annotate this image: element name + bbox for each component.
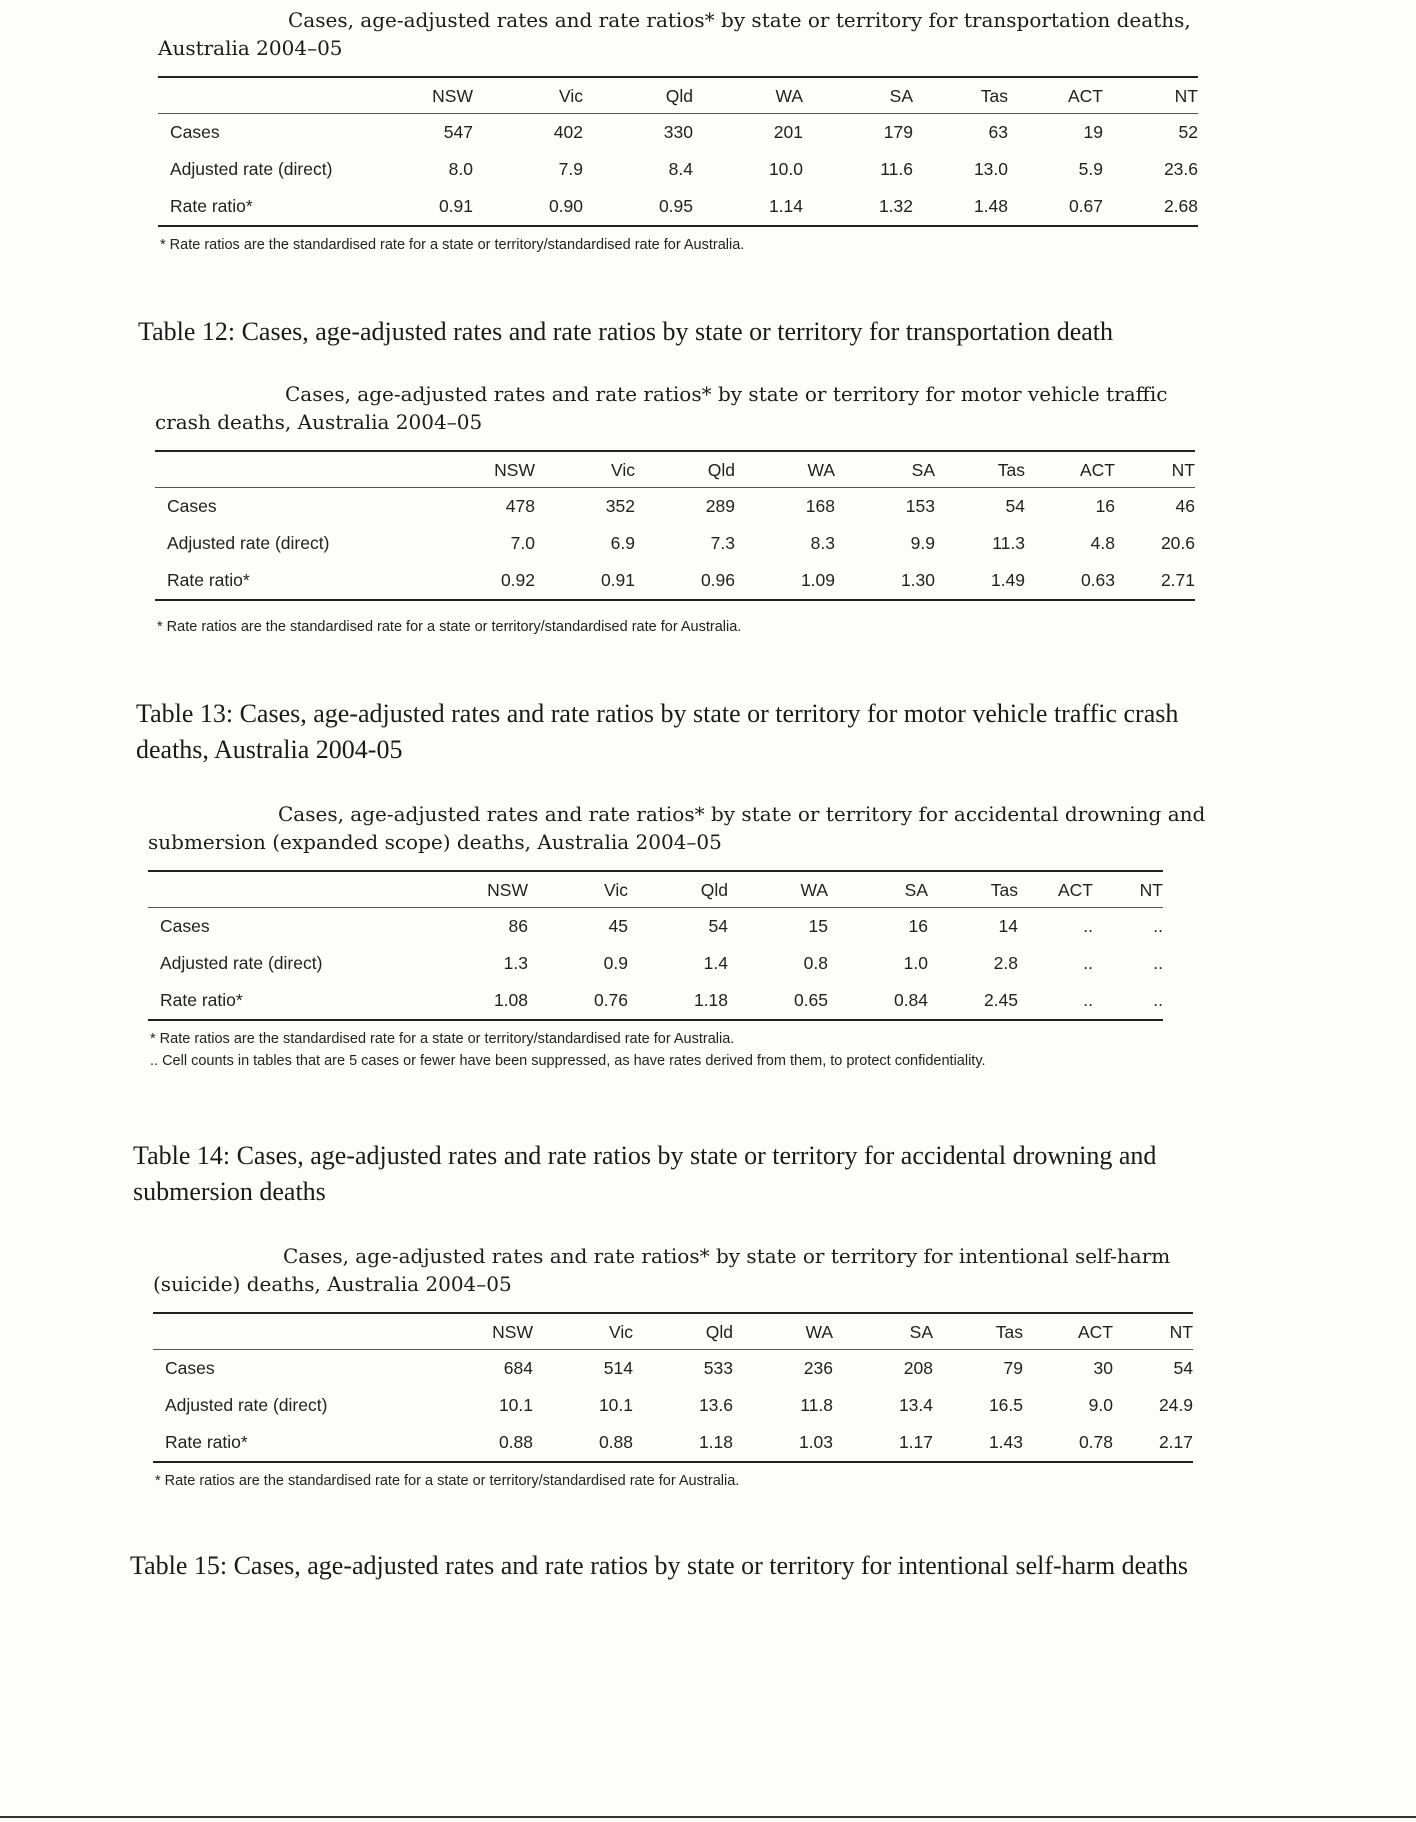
table-cell: 1.43 [933,1424,1023,1462]
table-cell: 9.0 [1088,1394,1113,1415]
data-table [155,450,1195,601]
table-cell: 8.0 [448,158,473,179]
table-cell: 0.78 [1023,1424,1113,1462]
table-caption: Table 14: Cases, age-adjusted rates and rate ratios by state or territory for accidental drowning and submersion deaths [133,1141,1157,1206]
table-cell: 1.4 [703,952,728,973]
table-cell: 1.03 [733,1424,833,1462]
table-cell: 45 [608,915,628,936]
header-act: ACT [1018,871,1093,908]
table-cell: 153 [905,495,935,516]
table-cell: 10.1 [498,1394,533,1415]
header-nt: NT [1103,77,1198,114]
table-cell: 2.17 [1113,1424,1193,1462]
header-vic: Vic [535,451,635,488]
table-cell: .. [1018,982,1093,1020]
data-table [158,76,1198,227]
table-cell: 7.3 [710,532,735,553]
table-cell: 1.08 [438,982,528,1020]
header-nt: NT [1093,871,1163,908]
table-row [155,525,1195,562]
table-cell: 289 [705,495,735,516]
table-title: Cases, age-adjusted rates and rate ratios* by state or territory for accidental drowning and submersion (expanded scope) deaths, Australia 2004–05 [148,802,1206,854]
table-cell: 201 [773,121,803,142]
header-tas: Tas [913,77,1008,114]
table-cell: 6.9 [610,532,635,553]
table-cell: 24.9 [1158,1394,1193,1415]
header-row [153,1313,1193,1350]
header-vic: Vic [533,1313,633,1350]
table-cell: 1.14 [693,188,803,226]
table-cell: 0.88 [533,1424,633,1462]
table-cell: 533 [703,1357,733,1378]
table-cell: 86 [508,915,528,936]
row-label: Rate ratio* [158,188,383,226]
table-cell: 0.91 [383,188,473,226]
row-label: Adjusted rate (direct) [165,1394,328,1415]
table-cell: 0.65 [728,982,828,1020]
data-table [153,1312,1193,1463]
row-label: Cases [167,495,217,516]
table-cell: 1.32 [803,188,913,226]
row-label: Adjusted rate (direct) [167,532,330,553]
header-qld: Qld [628,871,728,908]
table-cell: 0.91 [535,562,635,600]
table-cell: 352 [605,495,635,516]
table-block-motor-vehicle [155,380,1215,635]
header-nsw: NSW [438,871,528,908]
header-nt: NT [1113,1313,1193,1350]
header-qld: Qld [633,1313,733,1350]
table-cell: 10.0 [768,158,803,179]
table-cell: 0.96 [635,562,735,600]
table-cell: 11.8 [800,1394,833,1415]
table-cell: 0.95 [583,188,693,226]
table-cell: 9.9 [910,532,935,553]
header-wa: WA [733,1313,833,1350]
table-cell: .. [1093,982,1163,1020]
table-cell: 0.8 [803,952,828,973]
header-sa: SA [803,77,913,114]
table-row [155,562,1195,600]
table-cell: 20.6 [1160,532,1195,553]
table-cell: 179 [883,121,913,142]
table-block-transportation [158,6,1218,253]
table-row [158,114,1198,152]
table-cell: 7.0 [510,532,535,553]
table-cell: 0.76 [528,982,628,1020]
header-sa: SA [833,1313,933,1350]
table-cell: 0.9 [603,952,628,973]
table-title: Cases, age-adjusted rates and rate ratios* by state or territory for intentional self-harm (suicide) deaths, Australia 2004–05 [153,1244,1171,1296]
table-cell: 5.9 [1078,158,1103,179]
table-cell: 0.63 [1025,562,1115,600]
table-cell: 52 [1178,121,1198,142]
header-act: ACT [1023,1313,1113,1350]
table-cell: 15 [808,915,828,936]
header-row [148,871,1163,908]
table-row [153,1424,1193,1462]
table-title: Cases, age-adjusted rates and rate ratios* by state or territory for transportation deaths, Australia 2004–05 [158,8,1191,60]
table-cell: 547 [443,121,473,142]
header-qld: Qld [583,77,693,114]
table-cell: 54 [1005,495,1025,516]
table-cell: 0.88 [443,1424,533,1462]
table-cell: 13.4 [898,1394,933,1415]
table-cell: .. [1083,915,1093,936]
row-label: Cases [165,1357,215,1378]
header-wa: WA [735,451,835,488]
header-nt: NT [1115,451,1195,488]
table-cell: 0.67 [1008,188,1103,226]
table-cell: 1.17 [833,1424,933,1462]
table-caption: Table 13: Cases, age-adjusted rates and rate ratios by state or territory for motor vehicle traffic crash deaths, Australia 2004-05 [136,699,1179,764]
table-caption: Table 15: Cases, age-adjusted rates and rate ratios by state or territory for intentional self-harm deaths [130,1551,1189,1580]
header-act: ACT [1008,77,1103,114]
table-cell: 16 [908,915,928,936]
table-cell: .. [1153,952,1163,973]
table-cell: 16.5 [988,1394,1023,1415]
table-cell: 16 [1095,495,1115,516]
header-row [158,77,1198,114]
table-cell: 1.3 [503,952,528,973]
table-row [158,188,1198,226]
table-cell: 19 [1083,121,1103,142]
table-cell: 54 [708,915,728,936]
table-cell: 11.6 [880,158,913,179]
table-cell: 478 [505,495,535,516]
table-row [153,1387,1193,1424]
table-cell: 10.1 [598,1394,633,1415]
data-table [148,870,1163,1021]
table-row [148,945,1163,982]
row-label: Adjusted rate (direct) [160,952,323,973]
table-cell: 684 [503,1357,533,1378]
footnote-suppression: .. Cell counts in tables that are 5 cases or fewer have been suppressed, as have rates derived from them, to protect confidentiality. [150,1053,986,1069]
table-cell: 2.71 [1115,562,1195,600]
page-bottom-rule [0,1816,1416,1818]
header-vic: Vic [528,871,628,908]
row-label: Cases [170,121,220,142]
table-cell: 0.84 [828,982,928,1020]
header-tas: Tas [933,1313,1023,1350]
footnote: * Rate ratios are the standardised rate for a state or territory/standardised rate for Australia. [160,237,745,253]
row-label: Adjusted rate (direct) [170,158,333,179]
table-cell: 402 [553,121,583,142]
table-caption: Table 12: Cases, age-adjusted rates and rate ratios by state or territory for transportation death [138,317,1113,346]
table-cell: 330 [663,121,693,142]
footnote: * Rate ratios are the standardised rate for a state or territory/standardised rate for Australia. [150,1031,735,1047]
table-cell: 13.6 [698,1394,733,1415]
table-cell: 13.0 [973,158,1008,179]
table-cell: 1.09 [735,562,835,600]
table-cell: 1.30 [835,562,935,600]
table-cell: .. [1153,915,1163,936]
header-nsw: NSW [443,1313,533,1350]
table-cell: 7.9 [558,158,583,179]
table-cell: 23.6 [1163,158,1198,179]
table-cell: 2.45 [928,982,1018,1020]
header-row [155,451,1195,488]
table-cell: 54 [1173,1357,1193,1378]
table-cell: 14 [998,915,1018,936]
header-sa: SA [828,871,928,908]
table-block-self-harm [153,1242,1223,1489]
table-cell: 236 [803,1357,833,1378]
header-wa: WA [728,871,828,908]
header-cell [155,451,445,488]
header-sa: SA [835,451,935,488]
header-cell [153,1313,443,1350]
table-block-drowning [148,800,1218,1069]
table-cell: 30 [1093,1357,1113,1378]
header-act: ACT [1025,451,1115,488]
header-tas: Tas [928,871,1018,908]
table-title: Cases, age-adjusted rates and rate ratios* by state or territory for motor vehicle traffic crash deaths, Australia 2004–05 [155,382,1168,434]
table-cell: 1.49 [935,562,1025,600]
table-cell: 46 [1175,495,1195,516]
table-cell: .. [1083,952,1093,973]
header-wa: WA [693,77,803,114]
header-tas: Tas [935,451,1025,488]
table-cell: 1.48 [913,188,1008,226]
table-cell: 8.4 [668,158,693,179]
table-cell: 0.90 [473,188,583,226]
table-cell: 4.8 [1090,532,1115,553]
header-nsw: NSW [445,451,535,488]
table-cell: 79 [1003,1357,1023,1378]
table-cell: 2.68 [1103,188,1198,226]
table-row [148,908,1163,946]
table-cell: 1.18 [628,982,728,1020]
header-cell [158,77,383,114]
footnote: * Rate ratios are the standardised rate for a state or territory/standardised rate for Australia. [155,1473,740,1489]
table-row [148,982,1163,1020]
header-qld: Qld [635,451,735,488]
header-vic: Vic [473,77,583,114]
row-label: Cases [160,915,210,936]
table-row [155,488,1195,526]
table-cell: 2.8 [993,952,1018,973]
header-nsw: NSW [383,77,473,114]
table-cell: 0.92 [445,562,535,600]
table-row [158,151,1198,188]
table-cell: 63 [988,121,1008,142]
header-cell [148,871,438,908]
table-cell: 514 [603,1357,633,1378]
row-label: Rate ratio* [148,982,438,1020]
table-cell: 168 [805,495,835,516]
table-cell: 11.3 [992,532,1025,553]
row-label: Rate ratio* [153,1424,443,1462]
table-cell: 8.3 [810,532,835,553]
table-cell: 1.0 [903,952,928,973]
table-cell: 1.18 [633,1424,733,1462]
row-label: Rate ratio* [155,562,445,600]
footnote: * Rate ratios are the standardised rate for a state or territory/standardised rate for Australia. [157,619,742,635]
table-row [153,1350,1193,1388]
table-cell: 208 [903,1357,933,1378]
